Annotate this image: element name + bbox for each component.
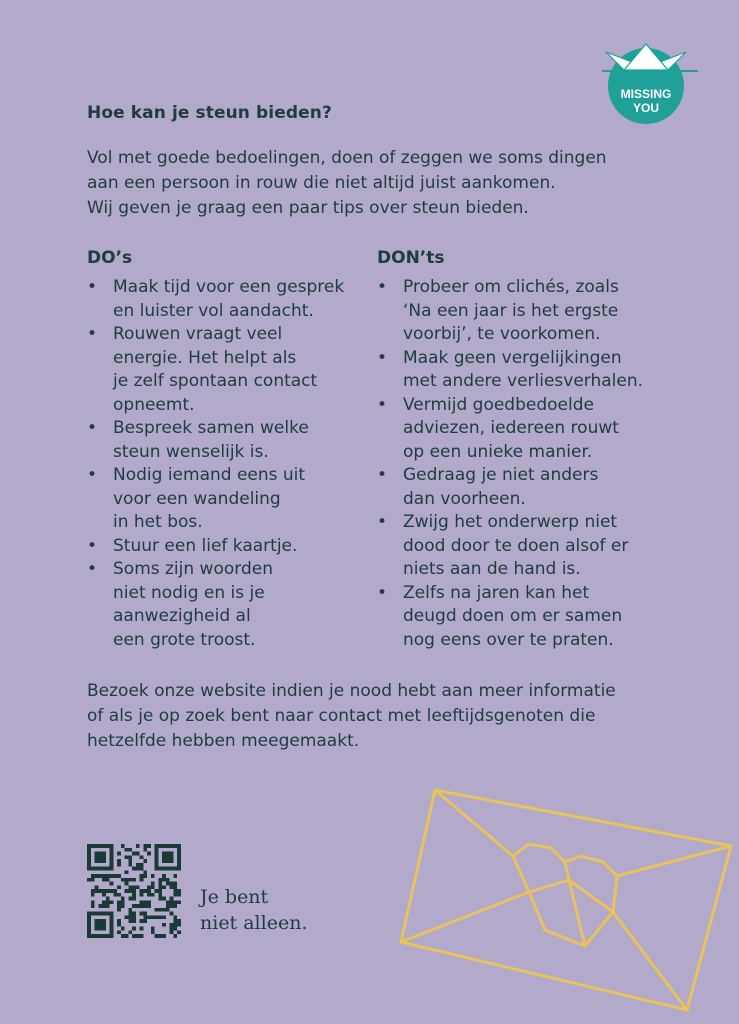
page-heading: Hoe kan je steun bieden? xyxy=(87,103,332,123)
bullet-icon: • xyxy=(377,465,388,485)
list-item: • Zwijg het onderwerp niet dood door te doen alsof er niets aan de hand is. xyxy=(377,512,629,579)
bullet-icon: • xyxy=(87,535,98,556)
list-item: • Bespreek samen welke steun wenselijk is. xyxy=(87,418,309,462)
list-item: • Maak tijd voor een gesprek en luister vol aandacht. xyxy=(87,277,345,321)
list-item: • Soms zijn woorden niet nodig en is je aanwezigheid al een grote troost. xyxy=(87,559,273,650)
outro-line: Bezoek onze website indien je nood hebt aan meer informatie xyxy=(87,681,616,701)
bullet-icon: • xyxy=(377,277,388,297)
outro-line: hetzelfde hebben meegemaakt. xyxy=(87,731,360,751)
tagline-line: niet alleen. xyxy=(200,912,308,934)
dos-list xyxy=(87,276,372,652)
intro-paragraph xyxy=(87,146,687,221)
qr-code[interactable] xyxy=(87,844,181,938)
bullet-icon: • xyxy=(377,582,388,603)
envelope-heart-icon xyxy=(395,770,739,1024)
bullet-icon: • xyxy=(87,465,98,485)
dos-title: DO’s xyxy=(87,248,133,268)
intro-line: Wij geven je graag een paar tips over steun bieden. xyxy=(87,198,529,218)
list-item: • Rouwen vraagt veel energie. Het helpt als je zelf spontaan contact opneemt. xyxy=(87,324,318,415)
list-item: • Maak geen vergelijkingen met andere verliesverhalen. xyxy=(377,347,644,391)
list-item: • Zelfs na jaren kan het deugd doen om er samen nog eens over te praten. xyxy=(377,582,623,650)
bullet-icon: • xyxy=(87,559,98,579)
tagline-line: Je bent xyxy=(200,886,269,908)
list-item: • Probeer om clichés, zoals ‘Na een jaar is het ergste voorbij’, te voorkomen. xyxy=(377,277,619,344)
missing-you-logo xyxy=(598,40,702,124)
outro-line: of als je op zoek bent naar contact met leeftijdsgenoten die xyxy=(87,706,596,726)
list-item: • Gedraag je niet anders dan voorheen. xyxy=(377,465,599,509)
list-item: • Vermijd goedbedoelde adviezen, iedereen rouwt op een unieke manier. xyxy=(377,394,619,462)
bullet-icon: • xyxy=(377,512,388,532)
list-item: • Nodig iemand eens uit voor een wandeling in het bos. xyxy=(87,465,306,532)
tagline xyxy=(200,884,307,936)
logo-text-you: YOU xyxy=(632,101,660,115)
bullet-icon: • xyxy=(87,277,98,297)
intro-line: Vol met goede bedoelingen, doen of zeggen we soms dingen xyxy=(87,148,607,168)
bullet-icon: • xyxy=(87,324,98,344)
logo-text-missing: MISSING xyxy=(620,87,672,101)
bullet-icon: • xyxy=(377,394,388,415)
outro-paragraph xyxy=(87,679,707,754)
bullet-icon: • xyxy=(377,347,388,368)
intro-line: aan een persoon in rouw die niet altijd juist aankomen. xyxy=(87,173,556,193)
donts-title: DON’ts xyxy=(377,248,445,268)
bullet-icon: • xyxy=(87,418,98,438)
donts-list xyxy=(377,276,677,652)
list-item: • Stuur een lief kaartje. xyxy=(87,535,372,559)
